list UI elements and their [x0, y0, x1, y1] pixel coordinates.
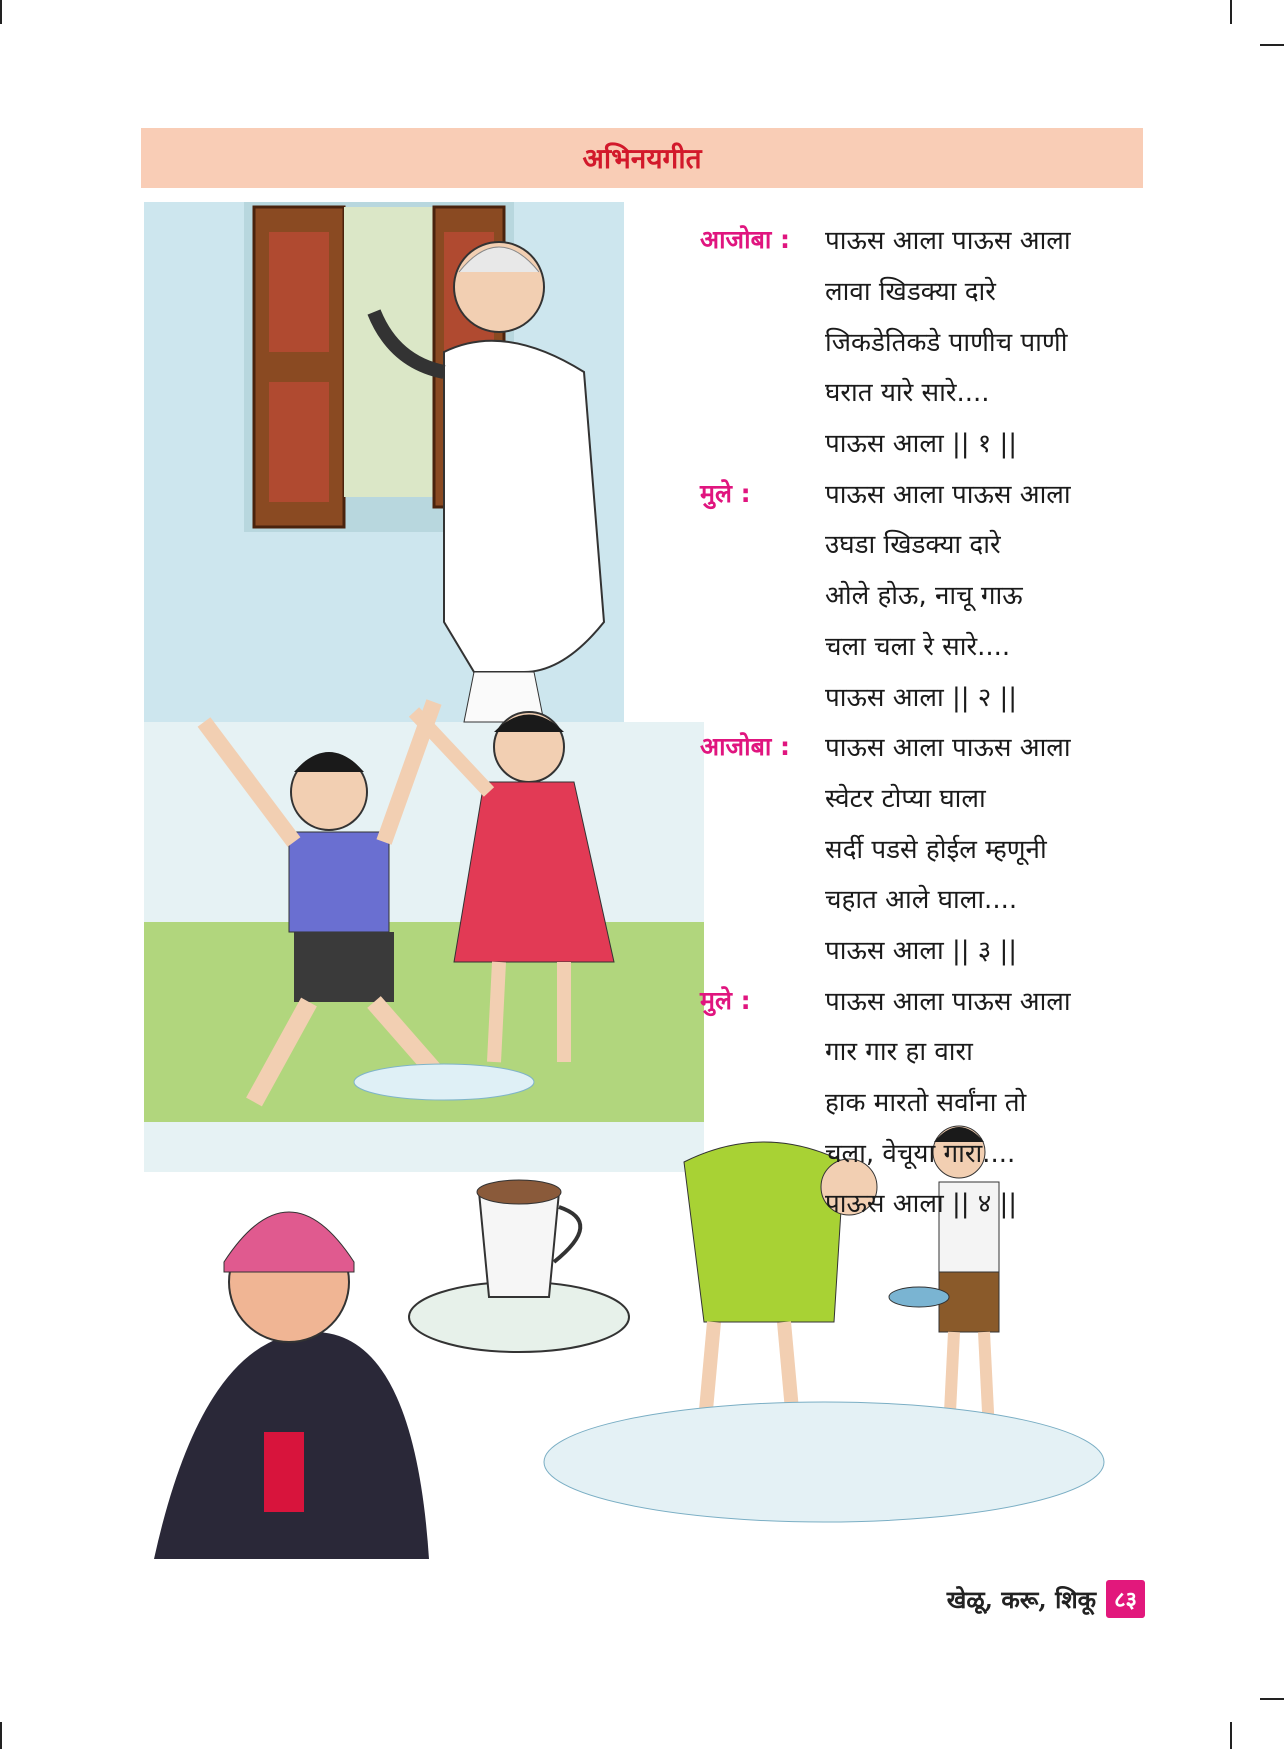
page-footer: [947, 1580, 1145, 1618]
verse-line: [700, 822, 1140, 873]
page-title: अभिनयगीत: [582, 142, 702, 175]
verse-line: [700, 974, 1140, 1025]
verse-text: ओले होऊ, नाचू गाऊ: [825, 581, 1023, 612]
verse-line: [700, 620, 1140, 671]
crop-mark: [1260, 44, 1284, 46]
verse-line: [700, 772, 1140, 823]
stanza: [700, 214, 1140, 467]
verse-line: [700, 1076, 1140, 1127]
verse-text: चला चला रे सारे....: [825, 631, 1011, 662]
crop-mark: [0, 0, 2, 24]
verse-text: पाऊस आला पाऊस आला: [825, 226, 1071, 257]
title-band: [141, 128, 1143, 188]
verse-text: चला, वेचूया गारा....: [825, 1138, 1016, 1169]
verse-text: चहात आले घाला....: [825, 885, 1018, 916]
verse-line: [700, 315, 1140, 366]
verse-line: [700, 366, 1140, 417]
verse-line: [700, 873, 1140, 924]
stanza: [700, 974, 1140, 1227]
verse-text: पाऊस आला || १ ||: [825, 429, 1018, 460]
verse-line: [700, 721, 1140, 772]
verse-text: पाऊस आला पाऊस आला: [825, 733, 1071, 764]
crop-mark: [1260, 1698, 1284, 1700]
verse-text: पाऊस आला || २ ||: [825, 682, 1018, 713]
verse-line: [700, 670, 1140, 721]
verse-text: लावा खिडक्या दारे: [825, 277, 996, 308]
stanza: [700, 467, 1140, 720]
book-title: खेळू, करू, शिकू: [946, 1584, 1097, 1614]
verse-line: [700, 924, 1140, 975]
verse-line: [700, 1177, 1140, 1228]
speaker-label: आजोबा :: [700, 732, 791, 762]
verse-line: [700, 518, 1140, 569]
speaker-label: आजोबा :: [700, 225, 791, 255]
verse-text: पाऊस आला || ३ ||: [825, 935, 1018, 966]
verse-text: गार गार हा वारा: [825, 1037, 973, 1068]
verse-text: सर्दी पडसे होईल म्हणूनी: [825, 834, 1047, 865]
crop-mark: [0, 1722, 2, 1749]
verse-line: [700, 1126, 1140, 1177]
crop-mark: [1230, 0, 1232, 24]
crop-mark: [1230, 1722, 1232, 1749]
poem: [700, 214, 1140, 1228]
speaker-label: मुले :: [700, 478, 751, 508]
verse-line: [700, 1025, 1140, 1076]
verse-line: [700, 265, 1140, 316]
verse-text: उघडा खिडक्या दारे: [825, 530, 1001, 561]
verse-text: हाक मारतो सर्वांना तो: [825, 1088, 1027, 1119]
verse-text: पाऊस आला पाऊस आला: [825, 986, 1071, 1017]
verse-text: जिकडेतिकडे पाणीच पाणी: [825, 327, 1068, 358]
verse-text: पाऊस आला || ४ ||: [825, 1189, 1018, 1220]
verse-text: पाऊस आला पाऊस आला: [825, 479, 1071, 510]
stanza: [700, 721, 1140, 974]
verse-line: [700, 214, 1140, 265]
verse-line: [700, 417, 1140, 468]
verse-text: स्वेटर टोप्या घाला: [825, 783, 986, 814]
verse-line: [700, 569, 1140, 620]
speaker-label: मुले :: [700, 985, 751, 1015]
page-number-badge: ८३: [1106, 1580, 1145, 1618]
verse-line: [700, 467, 1140, 518]
verse-text: घरात यारे सारे....: [825, 378, 990, 409]
